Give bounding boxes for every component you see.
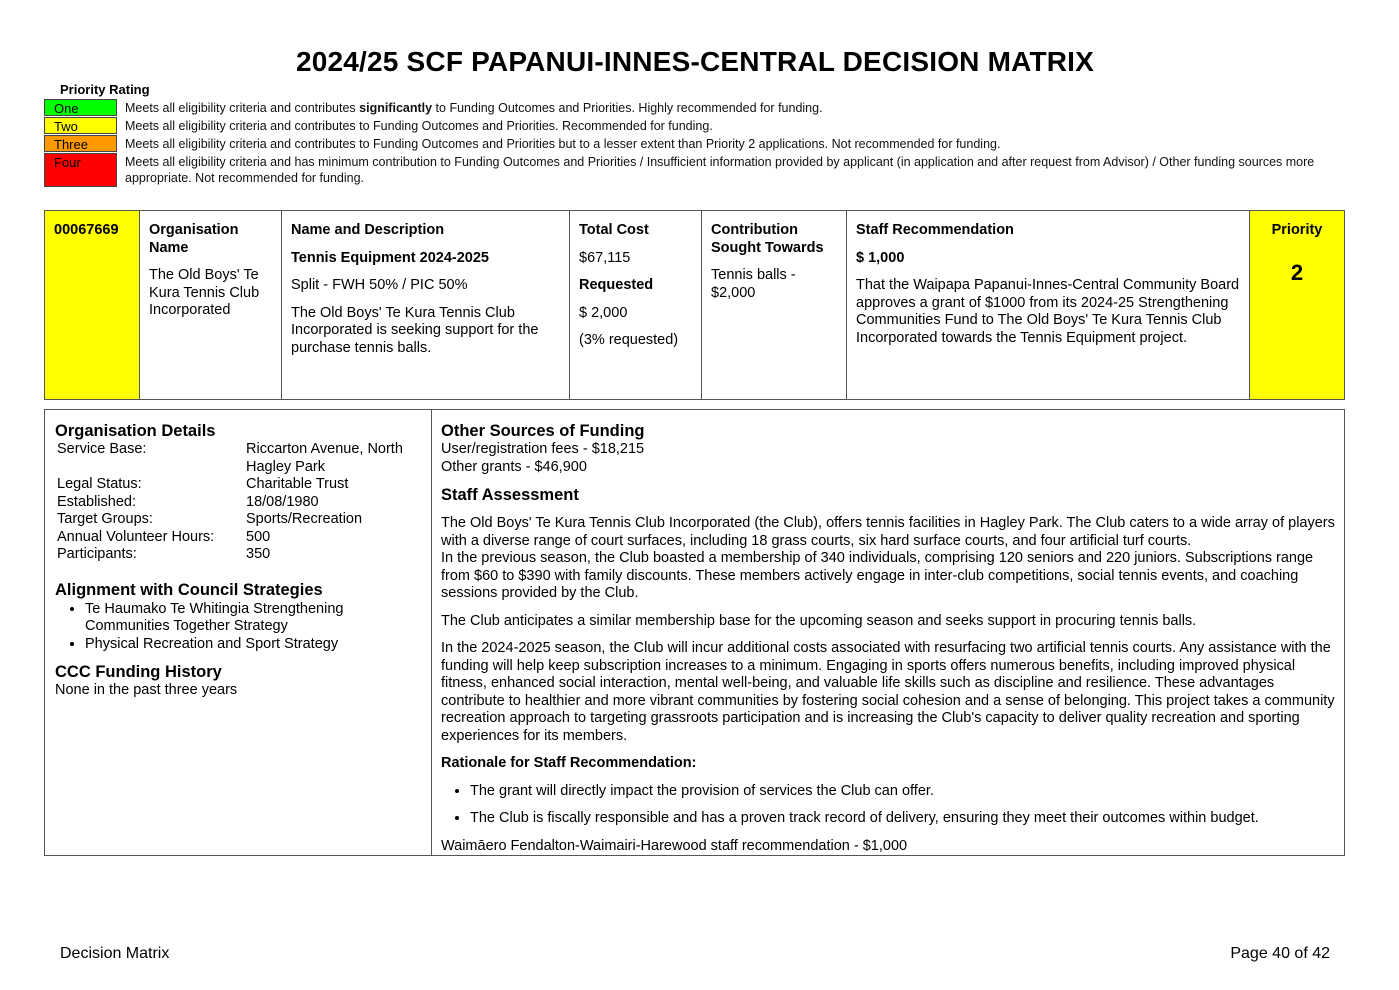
priority-row-three bbox=[44, 134, 1334, 152]
detail-row: Established: 18/08/1980 bbox=[57, 493, 319, 510]
assessment-paragraph: The Old Boys' Te Kura Tennis Club Incorporated (the Club), offers tennis facilities in Hagley Park. The Club caters to a wide array of players with a diverse range of court surfaces, including 18 grass courts, six hard surface courts, and four artificial turf courts. bbox=[441, 515, 1335, 549]
alignment-list bbox=[55, 601, 421, 654]
rationale-heading: Rationale for Staff Recommendation: bbox=[441, 755, 697, 771]
priority-row-two bbox=[44, 116, 1334, 134]
priority-rating-legend bbox=[44, 98, 1334, 187]
priority-cell bbox=[1250, 211, 1344, 399]
staff-recommendation-header: Staff Recommendation bbox=[856, 222, 1014, 238]
project-title: Tennis Equipment 2024-2025 bbox=[291, 249, 489, 266]
other-sources-heading: Other Sources of Funding bbox=[441, 422, 645, 440]
detail-row: Target Groups: Sports/Recreation bbox=[57, 511, 363, 527]
priority-value: 2 bbox=[1290, 259, 1304, 285]
funding-split: Split - FWH 50% / PIC 50% bbox=[291, 277, 468, 293]
priority-desc-two: Meets all eligibility criteria and contributes to Funding Outcomes and Priorities. Recommended for funding. bbox=[125, 119, 713, 133]
assessment-column bbox=[432, 410, 1344, 855]
application-id-cell bbox=[45, 211, 140, 399]
list-item: • The Club is fiscally responsible and has a proven track record of delivery, ensuring they meet their outcomes within budget. bbox=[470, 810, 1336, 828]
staff-assessment-heading: Staff Assessment bbox=[441, 486, 579, 504]
organisation-name: The Old Boys' Te Kura Tennis Club Incorporated bbox=[149, 267, 260, 318]
organisation-cell bbox=[140, 211, 282, 399]
decision-matrix-row bbox=[44, 210, 1345, 400]
assessment-paragraph: The Club anticipates a similar membership base for the upcoming season and seeks support in procuring tennis balls. bbox=[441, 612, 1197, 629]
priority-swatch-three: Three bbox=[44, 135, 117, 152]
contribution-value: Tennis balls - $2,000 bbox=[711, 267, 796, 301]
priority-swatch-four: Four bbox=[44, 153, 117, 187]
details-panel bbox=[44, 409, 1345, 856]
detail-row: Service Base: Riccarton Avenue, North Hagley Park bbox=[57, 441, 403, 475]
detail-row: Annual Volunteer Hours: 500 bbox=[57, 528, 271, 545]
priority-desc-four: Meets all eligibility criteria and has minimum contribution to Funding Outcomes and Priorities / Insufficient information provided by applicant (in application and after request from Advisor) / Other funding sources more appropriate. Not recommended for funding. bbox=[125, 155, 1315, 185]
staff-recommendation-text: That the Waipapa Papanui-Innes-Central Community Board approves a grant of $1000 from its 2024-25 Strengthening Communities Fund to The Old Boys' Te Kura Tennis Club Incorporated towards the Tennis Equipment project. bbox=[856, 277, 1240, 346]
organisation-details-heading: Organisation Details bbox=[55, 422, 216, 440]
other-source-item: User/registration fees - $18,215 bbox=[441, 441, 645, 457]
organisation-details-column bbox=[45, 410, 432, 855]
page-title: 2024/25 SCF PAPANUI-INNES-CENTRAL DECISION MATRIX bbox=[295, 46, 1095, 77]
list-item: • Te Haumako Te Whitingia Strengthening Communities Together Strategy bbox=[85, 601, 421, 636]
application-id: 00067669 bbox=[54, 222, 119, 238]
name-description-header: Name and Description bbox=[291, 222, 445, 238]
detail-row: Legal Status: Charitable Trust bbox=[57, 476, 349, 492]
priority-rating-heading: Priority Rating bbox=[60, 82, 150, 97]
rationale-list bbox=[441, 783, 1336, 828]
staff-recommendation-amount: $ 1,000 bbox=[856, 249, 905, 266]
list-item: • Physical Recreation and Sport Strategy bbox=[85, 636, 421, 654]
other-source-item: Other grants - $46,900 bbox=[441, 458, 587, 475]
list-item: • The grant will directly impact the provision of services the Club can offer. bbox=[470, 783, 1336, 801]
detail-row: Participants: 350 bbox=[57, 546, 271, 562]
footer-page-number: Page 40 of 42 bbox=[1230, 945, 1330, 962]
priority-swatch-two: Two bbox=[44, 117, 117, 134]
total-cost-value: $67,115 bbox=[579, 249, 631, 266]
requested-amount: $ 2,000 bbox=[579, 304, 628, 321]
footer-document-name: Decision Matrix bbox=[60, 945, 170, 962]
requested-percent: (3% requested) bbox=[579, 332, 679, 348]
name-description-cell bbox=[282, 211, 570, 399]
organisation-header: Organisation Name bbox=[149, 222, 239, 256]
funding-history-heading: CCC Funding History bbox=[55, 663, 222, 681]
ward-recommendation-note: Waimāero Fendalton-Waimairi-Harewood staff recommendation - $1,000 bbox=[441, 837, 908, 854]
priority-row-four bbox=[44, 152, 1334, 187]
priority-swatch-one: One bbox=[44, 99, 117, 116]
total-cost-header: Total Cost bbox=[579, 222, 649, 238]
funding-history-text: None in the past three years bbox=[55, 682, 238, 698]
contribution-cell bbox=[702, 211, 847, 399]
requested-label: Requested bbox=[579, 277, 654, 293]
priority-desc-one: Meets all eligibility criteria and contributes significantly to Funding Outcomes and Priorities. Highly recommended for funding. bbox=[125, 101, 823, 115]
assessment-paragraph: In the 2024-2025 season, the Club will incur additional costs associated with resurfacing two artificial tennis courts. Any assistance with the funding will help keep subscription increases to a minimum. Engaging in sports offers numerous benefits, including improved physical fitness, enhanced social interaction, mental well-being, and valuable life skills such as discipline and resilience. These advantages contribute to healthier and more vibrant communities by fostering social cohesion and a sense of belonging. This project takes a community recreation approach to targeting grassroots participation and is increasing the Club's capacity to deliver quality recreation and sporting experiences for its members. bbox=[441, 640, 1335, 744]
assessment-paragraph: In the previous season, the Club boasted a membership of 340 individuals, comprising 120 seniors and 220 juniors. Subscriptions range from $60 to $390 with family discounts. These members actively engage in inter-club competitions, social tennis events, and coaching sessions provided by the Club. bbox=[441, 550, 1314, 601]
project-description: The Old Boys' Te Kura Tennis Club Incorporated is seeking support for the purchase tennis balls. bbox=[291, 304, 539, 356]
staff-recommendation-cell bbox=[847, 211, 1250, 399]
alignment-heading: Alignment with Council Strategies bbox=[55, 580, 323, 599]
priority-row-one bbox=[44, 98, 1334, 116]
priority-desc-three: Meets all eligibility criteria and contributes to Funding Outcomes and Priorities but to a lesser extent than Priority 2 applications. Not recommended for funding. bbox=[125, 137, 1001, 151]
contribution-header: Contribution Sought Towards bbox=[711, 222, 824, 256]
priority-header: Priority bbox=[1271, 222, 1323, 238]
total-cost-cell bbox=[570, 211, 702, 399]
